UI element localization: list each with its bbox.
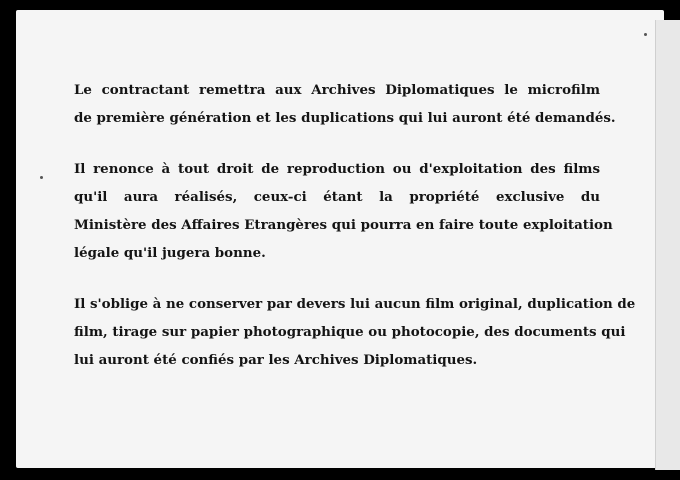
paragraph-2 [74,155,613,267]
text-line: légale qu'il jugera bonne. [74,245,266,261]
text-line: Il renonce à tout droit de reproduction ou d'exploitation des films [74,161,600,177]
speck-mark [40,176,43,179]
page-edge [655,20,680,470]
text-line: de première génération et les duplications qui lui auront été demandés. [74,110,616,126]
speck-mark [644,33,647,36]
text-line: Le contractant remettra aux Archives Diplomatiques le microfilm [74,82,600,98]
text-line: qu'il aura réalisés, ceux-ci étant la propriété exclusive du [74,189,600,205]
text-line: lui auront été confiés par les Archives Diplomatiques. [74,352,478,368]
text-line: Il s'oblige à ne conserver par devers lui aucun film original, duplication de [74,296,636,312]
paragraph-1 [74,76,616,132]
text-line: film, tirage sur papier photographique ou photocopie, des documents qui [74,324,626,340]
document-body [74,76,636,397]
text-line: Ministère des Affaires Etrangères qui pourra en faire toute exploitation [74,217,613,233]
paragraph-3 [74,290,636,374]
